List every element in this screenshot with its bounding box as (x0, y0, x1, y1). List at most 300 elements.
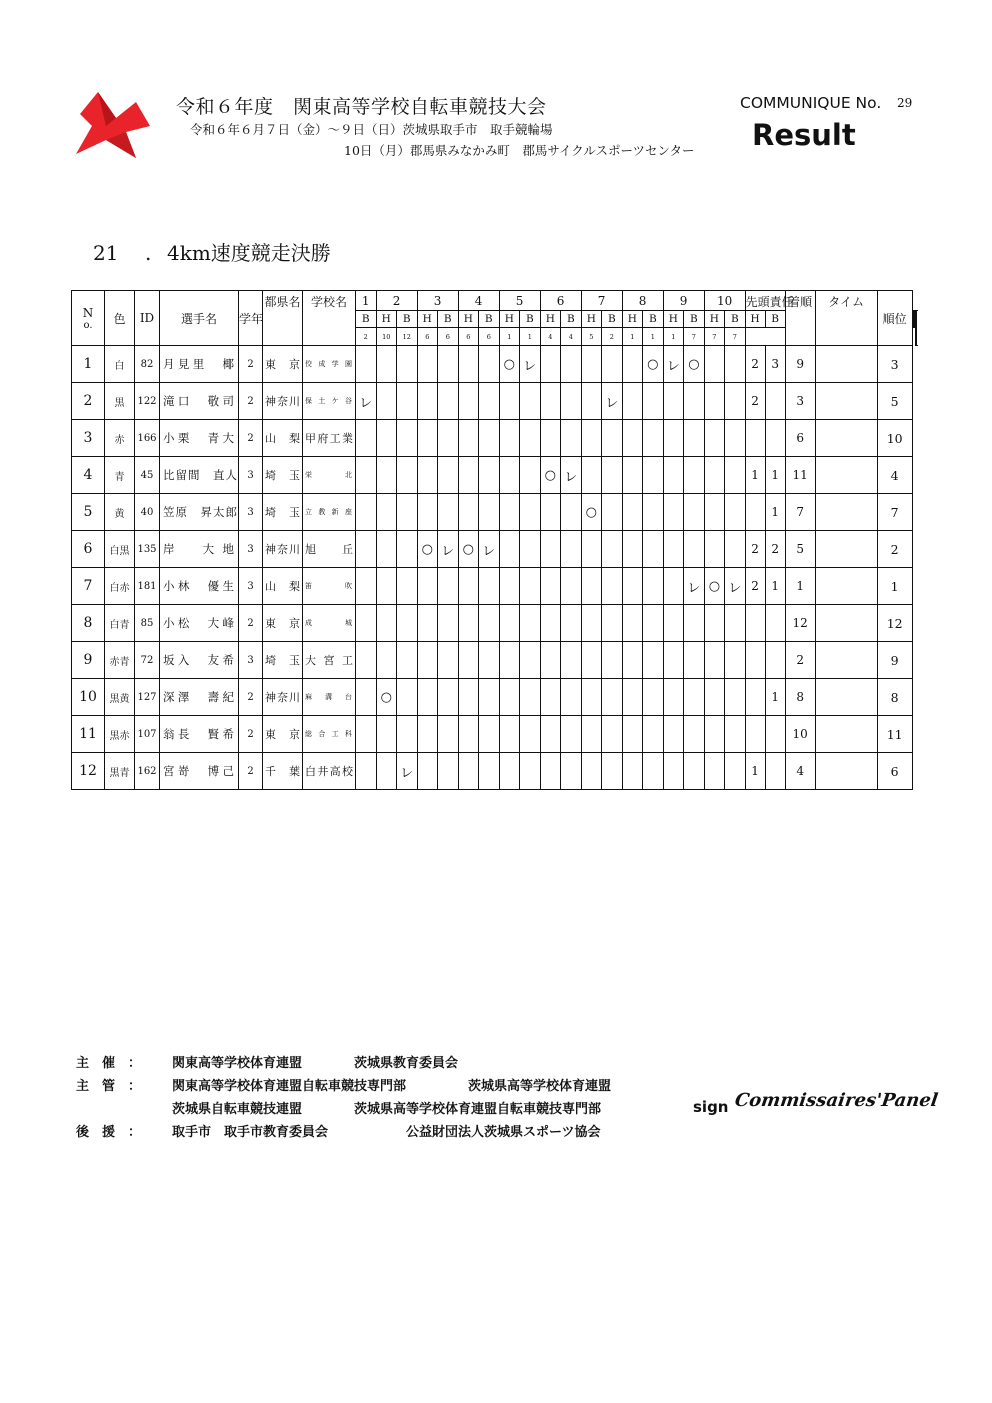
row-lap-mark (684, 753, 705, 790)
organizer-3: 茨城県自転車競技連盟 (172, 1102, 303, 1117)
row-lap-mark (376, 642, 397, 679)
row-leader-b (745, 605, 765, 642)
table-row (72, 531, 917, 568)
row-time (815, 642, 877, 679)
row-leader-b (745, 716, 765, 753)
row-lap-mark (622, 716, 643, 753)
row-school: 麻溝台 (303, 679, 356, 716)
row-lap-mark (376, 457, 397, 494)
table-row (72, 568, 917, 605)
row-lap-mark (622, 531, 643, 568)
row-lap-mark (704, 753, 725, 790)
row-school: 大宮工 (303, 642, 356, 679)
row-school: 立教新座 (303, 494, 356, 531)
row-lap-mark (417, 716, 438, 753)
row-lap-mark (581, 642, 602, 679)
row-lap-mark: レ (561, 457, 582, 494)
row-lap-mark (417, 420, 438, 457)
row-grade: 2 (239, 753, 263, 790)
row-lap-mark: ○ (499, 346, 520, 383)
row-time (815, 753, 877, 790)
logo-shape (76, 92, 150, 158)
row-lap-mark (622, 568, 643, 605)
header-bh-value: 4 (540, 328, 561, 346)
row-lap-mark (561, 346, 582, 383)
row-lap-mark (458, 568, 479, 605)
header-bh-value: 6 (458, 328, 479, 346)
row-lap-mark (499, 605, 520, 642)
table-row (72, 457, 917, 494)
row-lap-mark (376, 568, 397, 605)
row-lap-mark (725, 383, 746, 420)
row-rider-name: 坂入 友希 (160, 642, 239, 679)
row-lap-mark (561, 568, 582, 605)
row-lap-mark (438, 494, 459, 531)
row-lap-mark (438, 568, 459, 605)
header-lap-3: 3 (417, 291, 458, 311)
row-lap-mark (622, 457, 643, 494)
row-lap-mark (704, 642, 725, 679)
row-lap-mark (520, 605, 541, 642)
row-lap-mark (725, 346, 746, 383)
row-lap-mark (725, 605, 746, 642)
row-lap-mark (520, 383, 541, 420)
row-lap-mark (438, 753, 459, 790)
row-lap-mark (499, 679, 520, 716)
header-bh: H (540, 311, 561, 328)
row-leader-h: 1 (765, 457, 785, 494)
row-lap-mark (622, 420, 643, 457)
row-lap-mark: レ (356, 383, 377, 420)
row-lap-mark (356, 346, 377, 383)
header-bh-value: 5 (581, 328, 602, 346)
row-lap-mark (725, 531, 746, 568)
row-leader-h (765, 383, 785, 420)
row-leader-h: 2 (765, 531, 785, 568)
row-lap-mark (479, 420, 500, 457)
row-lap-mark (499, 457, 520, 494)
header-finish-order: 着順 (785, 291, 815, 346)
row-id: 82 (135, 346, 160, 383)
table-row (72, 753, 917, 790)
row-lap-mark (663, 753, 684, 790)
organizer-2: 茨城県高等学校体育連盟 (468, 1079, 612, 1094)
event-name: 4km速度競走決勝 (167, 241, 331, 265)
header-bh: B (725, 311, 746, 328)
row-lap-mark (458, 494, 479, 531)
row-lap-mark: ○ (704, 568, 725, 605)
sign-label: sign (693, 1098, 729, 1116)
row-lap-mark (397, 531, 418, 568)
row-grade: 3 (239, 494, 263, 531)
row-lap-mark (479, 346, 500, 383)
row-color: 黒赤 (105, 716, 135, 753)
header-lap-9: 9 (663, 291, 704, 311)
row-lap-mark (438, 716, 459, 753)
row-finish-order: 7 (785, 494, 815, 531)
row-no: 4 (72, 457, 105, 494)
header-lap-8: 8 (622, 291, 663, 311)
row-lap-mark (417, 568, 438, 605)
row-lap-mark (499, 531, 520, 568)
header-bh: H (417, 311, 438, 328)
row-finish-order: 11 (785, 457, 815, 494)
row-lap-mark (499, 642, 520, 679)
row-color: 白赤 (105, 568, 135, 605)
row-lap-mark (438, 383, 459, 420)
row-lap-mark (376, 605, 397, 642)
row-rank: 4 (877, 457, 912, 494)
row-school: 甲府工業 (303, 420, 356, 457)
row-no: 8 (72, 605, 105, 642)
row-lap-mark (520, 568, 541, 605)
row-color: 赤 (105, 420, 135, 457)
row-lap-mark (561, 679, 582, 716)
row-lap-mark (643, 457, 664, 494)
header-no (72, 291, 105, 346)
row-lap-mark (581, 753, 602, 790)
row-lap-mark (520, 457, 541, 494)
row-lap-mark (417, 679, 438, 716)
row-rider-name: 小林 優生 (160, 568, 239, 605)
row-rank: 9 (877, 642, 912, 679)
host-2: 茨城県教育委員会 (354, 1056, 459, 1071)
row-lap-mark (499, 753, 520, 790)
row-lap-mark (417, 494, 438, 531)
row-lap-mark (602, 753, 623, 790)
row-lap-mark (479, 457, 500, 494)
row-lap-mark (704, 494, 725, 531)
row-id: 45 (135, 457, 160, 494)
row-grade: 2 (239, 420, 263, 457)
row-lap-mark (479, 494, 500, 531)
row-leader-h (765, 605, 785, 642)
row-lap-mark (540, 605, 561, 642)
row-lap-mark (540, 346, 561, 383)
row-color: 白黒 (105, 531, 135, 568)
row-lap-mark (581, 346, 602, 383)
row-lap-mark: ○ (376, 679, 397, 716)
header-bh-value: 1 (520, 328, 541, 346)
header-bh: B (438, 311, 459, 328)
row-school: 成 城 (303, 605, 356, 642)
row-lap-mark (356, 642, 377, 679)
row-lap-mark (356, 457, 377, 494)
results-table (71, 290, 917, 790)
row-lap-mark (376, 420, 397, 457)
row-lap-mark (438, 346, 459, 383)
row-lap-mark (397, 642, 418, 679)
row-lap-mark (684, 605, 705, 642)
row-lap-mark (684, 457, 705, 494)
row-no: 10 (72, 679, 105, 716)
row-lap-mark (499, 716, 520, 753)
row-lap-mark: レ (684, 568, 705, 605)
row-leader-b (745, 642, 765, 679)
row-id: 162 (135, 753, 160, 790)
row-lap-mark (684, 679, 705, 716)
row-prefecture: 埼 玉 (263, 494, 303, 531)
row-lap-mark (438, 679, 459, 716)
row-lap-mark (540, 679, 561, 716)
row-grade: 2 (239, 716, 263, 753)
row-rank: 5 (877, 383, 912, 420)
row-lap-mark (663, 457, 684, 494)
row-lap-mark (540, 568, 561, 605)
row-lap-mark (397, 605, 418, 642)
row-id: 107 (135, 716, 160, 753)
row-lap-mark (622, 494, 643, 531)
row-time (815, 457, 877, 494)
row-lap-mark (376, 346, 397, 383)
row-lap-mark (561, 716, 582, 753)
row-lap-mark (602, 420, 623, 457)
row-finish-order: 12 (785, 605, 815, 642)
row-lap-mark (458, 716, 479, 753)
row-rank: 10 (877, 420, 912, 457)
row-id: 127 (135, 679, 160, 716)
row-lap-mark: ○ (684, 346, 705, 383)
header-bh: B (561, 311, 582, 328)
row-leader-h (765, 753, 785, 790)
organizer-4: 茨城県高等学校体育連盟自転車競技専門部 (354, 1102, 602, 1117)
row-lap-mark (725, 494, 746, 531)
row-time (815, 568, 877, 605)
header-name: 選手名 (160, 291, 239, 346)
header-school: 学校名 (303, 291, 356, 346)
row-time (815, 716, 877, 753)
row-school: 総合工科 (303, 716, 356, 753)
header-bh-value: 7 (725, 328, 746, 346)
row-prefecture: 山 梨 (263, 420, 303, 457)
row-finish-order: 8 (785, 679, 815, 716)
row-grade: 3 (239, 642, 263, 679)
support-label: 後 援 ： (76, 1125, 142, 1140)
row-lap-mark (417, 753, 438, 790)
row-lap-mark (602, 531, 623, 568)
row-rider-name: 小松 大峰 (160, 605, 239, 642)
row-lap-mark (458, 346, 479, 383)
row-rank: 3 (877, 346, 912, 383)
row-lap-mark (643, 568, 664, 605)
header-bh-value: 1 (622, 328, 643, 346)
row-prefecture: 埼 玉 (263, 642, 303, 679)
row-lap-mark: レ (602, 383, 623, 420)
row-leader-b (745, 679, 765, 716)
row-lap-mark (417, 346, 438, 383)
row-prefecture: 東 京 (263, 716, 303, 753)
row-id: 85 (135, 605, 160, 642)
row-time (815, 383, 877, 420)
row-id: 181 (135, 568, 160, 605)
header-rank: 順位 (877, 291, 912, 346)
row-lap-mark (397, 494, 418, 531)
row-lap-mark (479, 753, 500, 790)
row-no: 1 (72, 346, 105, 383)
row-rider-name: 宮嵜 博己 (160, 753, 239, 790)
header-lap-6: 6 (540, 291, 581, 311)
row-lap-mark (540, 531, 561, 568)
row-lap-mark (581, 531, 602, 568)
row-lap-mark (622, 753, 643, 790)
row-lap-mark (356, 420, 377, 457)
row-id: 122 (135, 383, 160, 420)
header-bh: H (663, 311, 684, 328)
header-bh-value: 6 (417, 328, 438, 346)
row-lap-mark (561, 642, 582, 679)
row-lap-mark (663, 642, 684, 679)
row-lap-mark (602, 605, 623, 642)
row-prefecture: 神奈川 (263, 531, 303, 568)
row-grade: 3 (239, 531, 263, 568)
row-finish-order: 9 (785, 346, 815, 383)
row-lap-mark (725, 457, 746, 494)
row-lap-mark (704, 716, 725, 753)
row-leader-b: 2 (745, 346, 765, 383)
row-no: 12 (72, 753, 105, 790)
row-lap-mark (520, 531, 541, 568)
row-lap-mark (479, 679, 500, 716)
row-lap-mark (397, 420, 418, 457)
support-2: 公益財団法人茨城県スポーツ協会 (406, 1125, 601, 1140)
row-rider-name: 翁長 賢希 (160, 716, 239, 753)
row-rank: 6 (877, 753, 912, 790)
table-row (72, 716, 917, 753)
header-lap-2: 2 (376, 291, 417, 311)
row-no: 9 (72, 642, 105, 679)
table-row (72, 383, 917, 420)
row-lap-mark (397, 457, 418, 494)
row-rider-name: 月見里 椰 (160, 346, 239, 383)
communique-label: COMMUNIQUE No. (740, 94, 882, 112)
row-lap-mark (540, 383, 561, 420)
row-lap-mark (643, 642, 664, 679)
row-prefecture: 東 京 (263, 605, 303, 642)
row-lap-mark (581, 383, 602, 420)
communique-number: 29 (897, 96, 913, 110)
row-leader-h: 1 (765, 494, 785, 531)
row-lap-mark (458, 642, 479, 679)
row-lap-mark (376, 383, 397, 420)
row-school: 栄 北 (303, 457, 356, 494)
row-time (815, 346, 877, 383)
row-no: 3 (72, 420, 105, 457)
row-lap-mark: レ (479, 531, 500, 568)
row-time (815, 531, 877, 568)
header-lap-4: 4 (458, 291, 499, 311)
row-lap-mark (663, 420, 684, 457)
row-rider-name: 滝口 敬司 (160, 383, 239, 420)
header-bh: H (704, 311, 725, 328)
row-leader-h: 1 (765, 679, 785, 716)
row-lap-mark (663, 494, 684, 531)
row-lap-mark (561, 605, 582, 642)
row-finish-order: 4 (785, 753, 815, 790)
row-lap-mark (684, 531, 705, 568)
row-lap-mark (643, 716, 664, 753)
row-lap-mark (356, 753, 377, 790)
row-lap-mark (704, 679, 725, 716)
row-school: 旭 丘 (303, 531, 356, 568)
row-lap-mark (581, 420, 602, 457)
row-lap-mark (684, 642, 705, 679)
header-leader: 先頭責任 (745, 291, 785, 311)
header-bh-value: 1 (663, 328, 684, 346)
row-lap-mark (356, 605, 377, 642)
row-lap-mark (725, 642, 746, 679)
row-leader-h (765, 716, 785, 753)
header-bh-value: 1 (643, 328, 664, 346)
header-lap-1: 1 (356, 291, 377, 311)
row-lap-mark (602, 679, 623, 716)
row-lap-mark (663, 531, 684, 568)
table-row (72, 494, 917, 531)
row-lap-mark (704, 457, 725, 494)
row-lap-mark (499, 420, 520, 457)
row-lap-mark (438, 642, 459, 679)
row-leader-h (765, 642, 785, 679)
row-time (815, 420, 877, 457)
row-lap-mark (356, 568, 377, 605)
row-school: 笛 吹 (303, 568, 356, 605)
row-time (815, 679, 877, 716)
row-lap-mark (417, 642, 438, 679)
row-lap-mark (725, 753, 746, 790)
row-lap-mark (684, 716, 705, 753)
row-lap-mark (602, 346, 623, 383)
row-lap-mark (356, 531, 377, 568)
row-rider-name: 小栗 青大 (160, 420, 239, 457)
table-row (72, 642, 917, 679)
row-lap-mark (520, 420, 541, 457)
organizer-1: 関東高等学校体育連盟自転車競技専門部 (172, 1079, 407, 1094)
row-school: 保土ケ谷 (303, 383, 356, 420)
row-school: 佼成学園 (303, 346, 356, 383)
row-lap-mark (417, 605, 438, 642)
result-label: Result (752, 118, 856, 152)
row-lap-mark (417, 383, 438, 420)
header-color: 色 (105, 291, 135, 346)
event-dot: . (145, 241, 152, 265)
row-finish-order: 6 (785, 420, 815, 457)
row-lap-mark (622, 383, 643, 420)
header-bh: B (397, 311, 418, 328)
row-lap-mark (520, 679, 541, 716)
row-lap-mark (540, 753, 561, 790)
row-finish-order: 2 (785, 642, 815, 679)
row-lap-mark (458, 457, 479, 494)
row-lap-mark: ○ (643, 346, 664, 383)
row-leader-b (745, 494, 765, 531)
row-lap-mark (479, 568, 500, 605)
row-lap-mark (643, 494, 664, 531)
row-lap-mark (458, 420, 479, 457)
row-lap-mark (561, 531, 582, 568)
row-rider-name: 深澤 壽紀 (160, 679, 239, 716)
row-leader-h (765, 420, 785, 457)
row-lap-mark (458, 605, 479, 642)
header-pref: 都県名 (263, 291, 303, 346)
row-rank: 12 (877, 605, 912, 642)
row-lap-mark (643, 605, 664, 642)
header-grade: 学年 (239, 291, 263, 346)
row-lap-mark (581, 605, 602, 642)
row-lap-mark (643, 420, 664, 457)
row-lap-mark (704, 383, 725, 420)
row-rider-name: 岸 大地 (160, 531, 239, 568)
row-lap-mark (704, 346, 725, 383)
row-lap-mark (725, 716, 746, 753)
